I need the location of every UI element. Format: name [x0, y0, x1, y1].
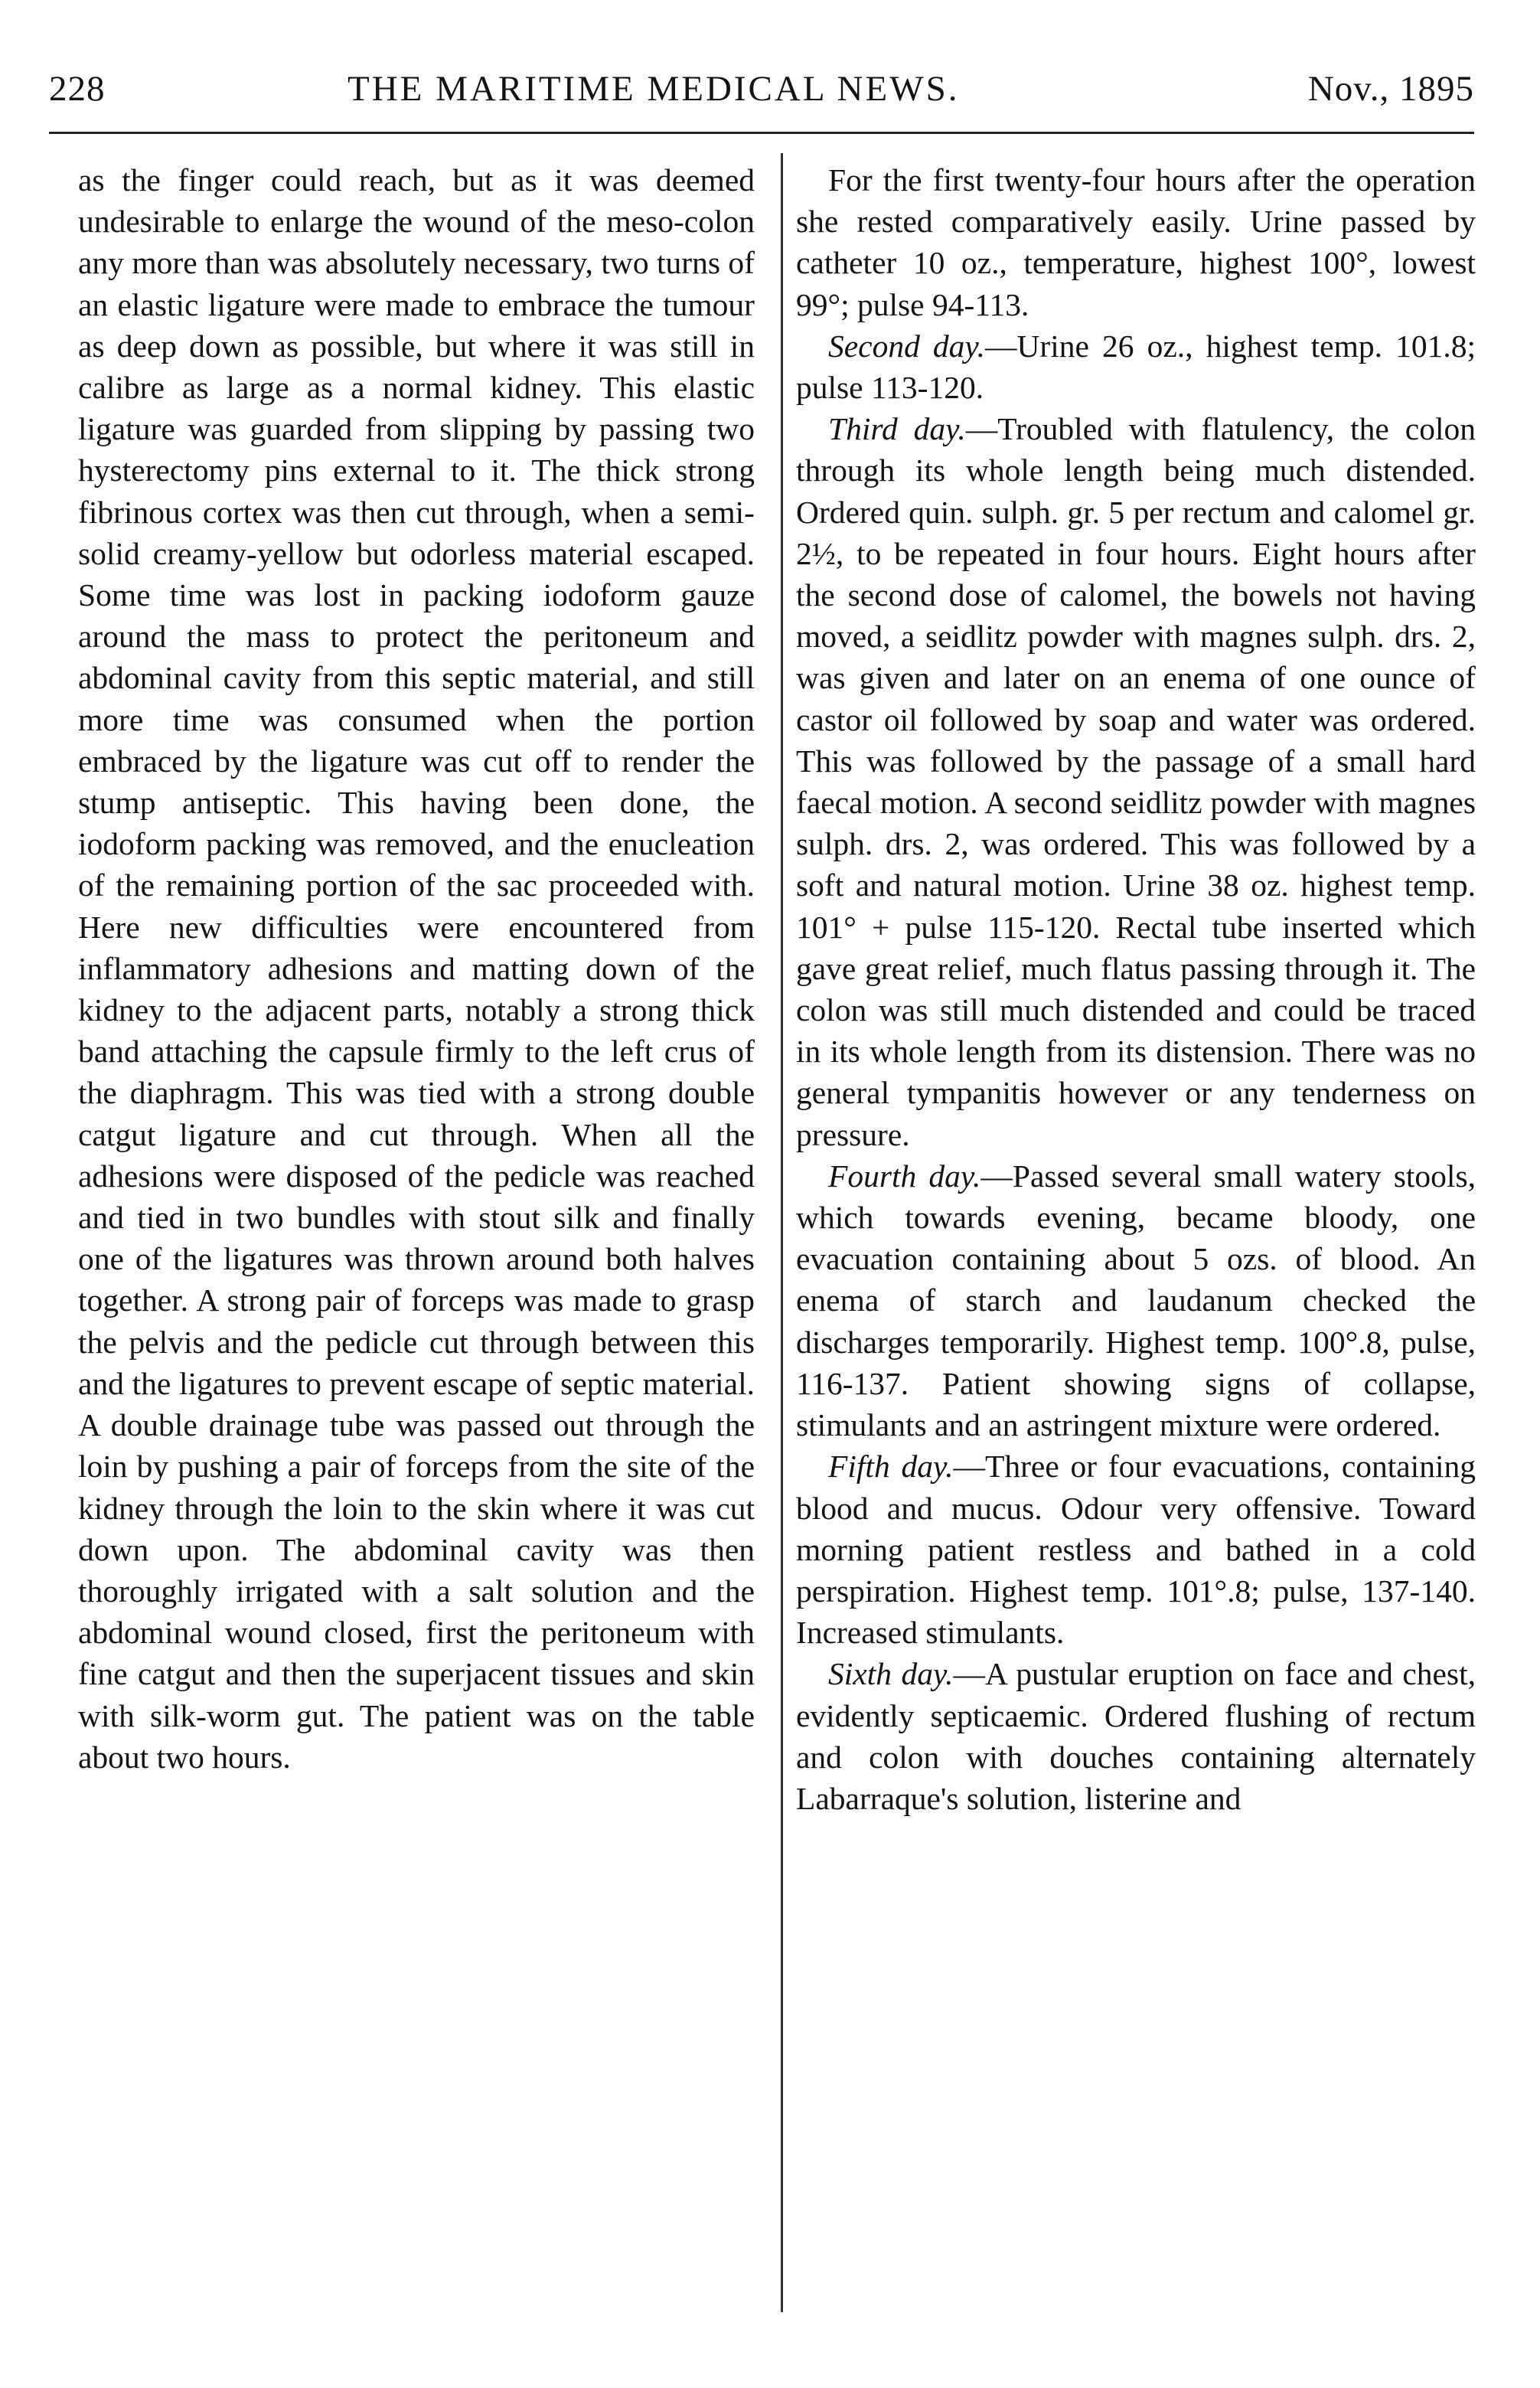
- paragraph: as the finger could reach, but as it was deemed undesirable to enlarge the wound of the meso-colon any more than was absolutely necessary, two turns of an elastic ligature were made to embrace the tumour as deep down as possible, but where it was still in calibre as large as a normal kidney. This elastic ligature was guarded from slipping by passing two hysterectomy pins external to it. The thick strong fibrinous cortex was then cut through, when a semi-solid creamy-yellow but odorless material escaped. Some time was lost in packing iodoform gauze around the mass to protect the peritoneum and abdominal cavity from this septic material, and still more time was consumed when the portion embraced by the ligature was cut off to render the stump antiseptic. This having been done, the iodoform packing was removed, and the enucleation of the remaining portion of the sac proceeded with. Here new difficulties were encountered from inflammatory adhesions and matting down of the kidney to the adjacent parts, notably a strong thick band attaching the capsule firmly to the left crus of the diaphragm. This was tied with a strong double catgut ligature and cut through. When all the adhesions were disposed of the pedicle was reached and tied in two bundles with stout silk and finally one of the ligatures was thrown around both halves together. A strong pair of forceps was made to grasp the pelvis and the pedicle cut through between this and the ligatures to prevent escape of septic material. A double drainage tube was passed out through the loin by pushing a pair of forceps from the site of the kidney through the loin to the skin where it was cut down upon. The abdominal cavity was then thoroughly irrigated with a salt solution and the abdominal wound closed, first the peritoneum with fine catgut and then the superjacent tissues and skin with silk-worm gut. The patient was on the table about two hours.: [78, 162, 755, 1775]
- day-heading: Fourth day.: [828, 1158, 981, 1194]
- left-column: [78, 159, 755, 1778]
- paragraph-text: —Passed several small watery stools, which towards evening, became bloody, one evacuation containing about 5 ozs. of blood. An enema of starch and laudanum checked the discharges temporarily. Highest temp. 100°.8, pulse, 116-137. Patient showing signs of collapse, stimulants and an astringent mixture were ordered.: [796, 1158, 1476, 1443]
- issue-date: Nov., 1895: [1307, 69, 1474, 109]
- paragraph-text: —Three or four evacuations, containing blood and mucus. Odour very offensive. Toward morning patient restless and bathed in a cold perspiration. Highest temp. 101°.8; pulse, 137-140. Increased stimulants.: [796, 1449, 1476, 1651]
- day-heading: Fifth day.: [828, 1449, 954, 1485]
- day-heading: Sixth day.: [828, 1656, 954, 1692]
- running-header: [49, 66, 1474, 119]
- paragraph-text: —A pustular eruption on face and chest, evidently septicaemic. Ordered flushing of rectum and colon with douches containing alternately Labarraque's solution, listerine and: [796, 1656, 1476, 1816]
- paragraph: [796, 1155, 1476, 1446]
- column-divider: [781, 153, 783, 2312]
- paragraph-text: —Troubled with flatulency, the colon through its whole length being much distended. Ordered quin. sulph. gr. 5 per rectum and calomel gr. 2½, to be repeated in four hours. Eight hours after the second dose of calomel, the bowels not having moved, a seidlitz powder with magnes sulph. drs. 2, was given and later on an enema of one ounce of castor oil followed by soap and water was ordered. This was followed by the passage of a small hard faecal motion. A second seidlitz powder with magnes sulph. drs. 2, was ordered. This was followed by a soft and natural motion. Urine 38 oz. highest temp. 101° + pulse 115-120. Rectal tube inserted which gave great relief, much flatus passing through it. The colon was still much distended and could be traced in its whole length from its distension. There was no general tympanitis however or any tenderness on pressure.: [796, 411, 1476, 1152]
- day-heading: Third day.: [828, 411, 966, 447]
- journal-title: THE MARITIME MEDICAL NEWS.: [347, 69, 960, 109]
- paragraph: [796, 325, 1476, 408]
- day-heading: Second day.: [828, 328, 985, 364]
- paragraph: [796, 408, 1476, 1155]
- paragraph: [796, 1446, 1476, 1653]
- paragraph-text: —Urine 26 oz., highest temp. 101.8; pulse 113-120.: [796, 328, 1476, 406]
- page-number: 228: [49, 69, 106, 109]
- right-column: [796, 159, 1476, 1819]
- paragraph: [796, 1653, 1476, 1819]
- header-rule: [49, 132, 1474, 134]
- paragraph: For the first twenty-four hours after the operation she rested comparatively easily. Urine passed by catheter 10 oz., temperature, highest 100°, lowest 99°; pulse 94-113.: [796, 162, 1476, 322]
